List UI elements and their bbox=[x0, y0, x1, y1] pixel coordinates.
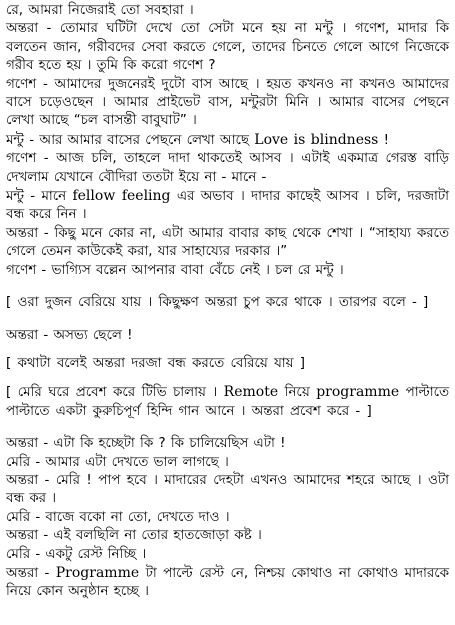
stage-direction: [ মেরি ঘরে প্রবেশ করে টিভি চালায় । Remote নিয়ে programme পাল্টাতে পাল্টাতে একটা কুরুচিপূর্ণ হিন্দি গান আনে । অন্তরা প্রবেশ করে - ] bbox=[6, 384, 450, 419]
dialogue-line: মেরি - একটু রেস্ট নিচ্ছি । bbox=[6, 546, 147, 562]
dialogue-line: মেরি - আমার এটা দেখতে ভাল লাগছে । bbox=[6, 454, 229, 470]
stage-direction: [ কথাটা বলেই অন্তরা দরজা বন্ধ করতে বেরিয়ে যায় ] bbox=[6, 355, 306, 371]
spacer bbox=[6, 313, 449, 327]
spacer bbox=[6, 280, 449, 294]
dialogue-line: গণেশ - আমাদের দুজনেরই দুটো বাস আছে । হয়ত কখনও না কখনও আমাদের বাসে চড়েওছেন । আমার প্রাইভেট বাস, মন্টুরটা মিনি । আমার বাসের পেছনে লেখা আছে “চল বাসন্তী বাবুঘাট” । bbox=[6, 76, 449, 129]
dialogue-line: অন্তরা - তোমার ঘটিটা দেখে তো সেটা মনে হয় না মন্টু । গণেশ, মাদার কি বলতেন জান, গরীবদের সেবা করতে গেলে, তাদের চিনতে গেলে আগে নিজেকে গরীব হতে হয় । তুমি কি করো গণেশ ? bbox=[6, 21, 449, 74]
spacer bbox=[6, 345, 449, 355]
dialogue-line: মন্টু - আর আমার বাসের পেছনে লেখা আছে Love is blindness ! bbox=[6, 131, 389, 148]
dialogue-line: অন্তরা - অসভ্য ছেলে ! bbox=[6, 327, 133, 343]
dialogue-line: গণেশ - আজ চলি, তাহলে দাদা থাকতেই আসব । এটাই একমাত্র গেরস্ত বাড়ি দেখলাম যেখানে বৌদিরা ততটা ইয়ে না - মানে - bbox=[6, 151, 449, 185]
dialogue-line: মেরি - বাজে বকো না তো, দেখতে দাও । bbox=[6, 509, 230, 525]
dialogue-line: মন্টু - মানে fellow feeling এর অভাব । দাদার কাছেই আসব । চলি, দরজাটা বন্ধ করে নিন । bbox=[6, 188, 450, 223]
spacer bbox=[6, 373, 449, 383]
stage-direction: [ ওরা দুজন বেরিয়ে যায় । কিছুক্ষণ অন্তরা চুপ করে থাকে । তারপর বলে - ] bbox=[6, 295, 429, 311]
dialogue-line: অন্তরা - Programme টা পাল্টে রেস্ট নে, নিশ্চয় কোথাও না কোথাও মাদারকে নিয়ে কোন অনুষ্ঠান হচ্ছে । bbox=[6, 564, 450, 600]
dialogue-line: অন্তরা - এটা কি হচ্ছেটা কি ? কি চালিয়েছিস এটা ! bbox=[6, 436, 286, 452]
dialogue-line: অন্তরা - কিছু মনে কোর না, এটা আমার বাবার কাছ থেকে শেখা । “সাহায্য করতে গেলে তেমন কাউকেই করা, যার সাহায্যের দরকার ।” bbox=[6, 225, 449, 260]
dialogue-line: গণেশ - ভাগ্যিস বল্লেন আপনার বাবা বেঁচে নেই । চল রে মন্টু । bbox=[6, 262, 344, 278]
dialogue-line: অন্তরা - মেরি ! পাপ হবে । মাদারের দেহটা এখনও আমাদের শহরে আছে । ওটা বন্ধ কর । bbox=[6, 472, 449, 507]
spacer bbox=[6, 421, 449, 435]
dialogue-line: অন্তরা - এই বলছিলি না তোর হাতজোড়া কষ্ট । bbox=[6, 528, 262, 544]
dialogue-line: রে, আমরা নিজেরাই তো সবহারা । bbox=[6, 3, 194, 18]
